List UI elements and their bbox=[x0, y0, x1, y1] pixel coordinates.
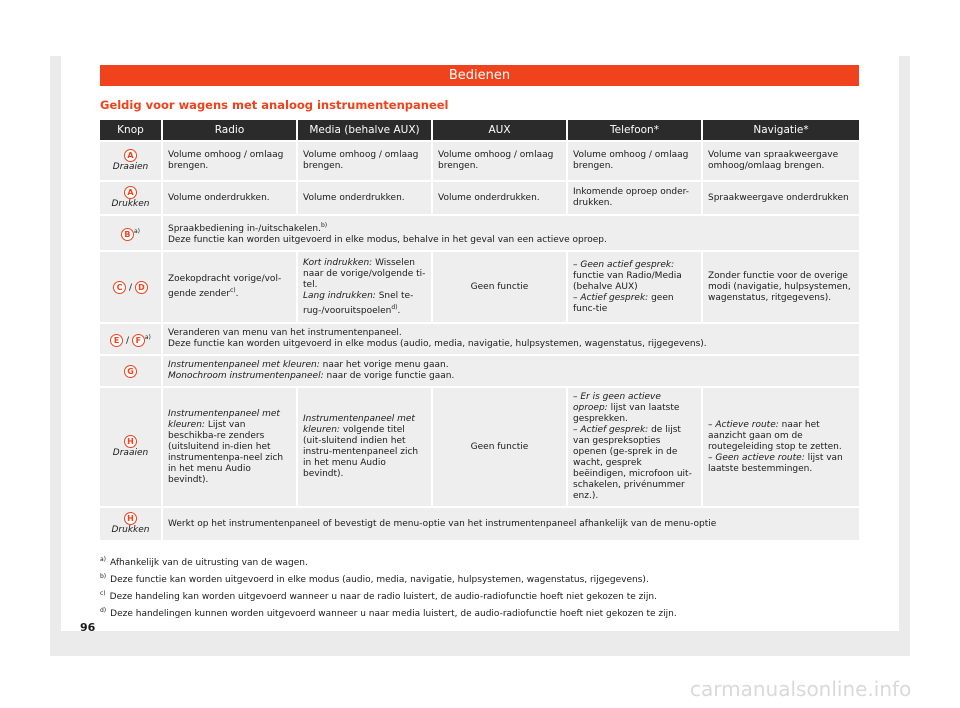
knop-cell bbox=[100, 508, 163, 540]
description-line: Deze functie kan worden uitgevoerd in elke modus (audio, media, navigatie, hulpsystemen, wagenstatus, rijgegevens). bbox=[168, 339, 707, 349]
navigatie-cell: Spraakweergave onderdrukken bbox=[703, 182, 859, 214]
cell-text: volgende titel (uit-sluitend indien het instru-mentenpaneel zich in het menu Audio bevindt). bbox=[303, 425, 419, 479]
column-header-telefoon: Telefoon* bbox=[568, 120, 703, 140]
cell-label: – Er is geen actieve oproep: bbox=[573, 392, 661, 413]
media-cell bbox=[298, 252, 433, 322]
aux-cell: Geen functie bbox=[433, 252, 568, 322]
table-row bbox=[100, 142, 859, 180]
action-label: Draaien bbox=[112, 162, 149, 172]
table-row bbox=[100, 252, 859, 322]
footnote-text: Deze handelingen kunnen worden uitgevoerd wanneer u naar media luistert, de audio-radiofunctie hoeft niet gekozen te zijn. bbox=[110, 609, 677, 619]
knop-cell bbox=[100, 356, 163, 386]
column-header-navigatie: Navigatie* bbox=[703, 120, 859, 140]
action-label: Drukken bbox=[111, 525, 150, 535]
column-header-knop: Knop bbox=[100, 120, 163, 140]
button-badge: A bbox=[124, 149, 137, 162]
separator: / bbox=[128, 282, 133, 293]
button-badge: F bbox=[132, 334, 145, 347]
cell-text: de lijst van gespreksopties openen (ge-sprek in de wacht, gesprek beëindigen, microfoon uit-schakelen, privénummer enz.). bbox=[573, 425, 692, 501]
telefoon-cell: Inkomende oproep onder-drukken. bbox=[568, 182, 703, 214]
footnote-text: Deze functie kan worden uitgevoerd in elke modus (audio, media, navigatie, hulpsystemen, wagenstatus, rijgegevens). bbox=[110, 575, 649, 585]
footnote bbox=[100, 570, 860, 587]
cell-label: Lang indrukken: bbox=[303, 290, 376, 301]
navigatie-cell: Volume van spraakweergave omhoog/omlaag brengen. bbox=[703, 142, 859, 180]
cell-label: – Actief gesprek: bbox=[573, 425, 649, 435]
footnote bbox=[100, 587, 860, 604]
media-cell bbox=[298, 388, 433, 506]
cell-label: Monochroom instrumentenpaneel: bbox=[168, 371, 324, 381]
cell-label: Kort indrukken: bbox=[303, 257, 373, 268]
telefoon-cell: Volume omhoog / omlaag brengen. bbox=[568, 142, 703, 180]
footnote-mark: d) bbox=[391, 303, 398, 311]
separator: / bbox=[125, 335, 129, 346]
column-header-media: Media (behalve AUX) bbox=[298, 120, 433, 140]
cell-text: naar het aanzicht gaan om de routegeleiding stop te zetten. bbox=[708, 419, 842, 452]
radio-cell bbox=[163, 388, 298, 506]
watermark: carmanualsonline.info bbox=[690, 677, 912, 701]
cell-text: . bbox=[397, 305, 401, 316]
cell-text: naar het vorige menu gaan. bbox=[322, 360, 449, 370]
section-header: Bedienen bbox=[100, 65, 859, 86]
footnote bbox=[100, 553, 860, 570]
button-badge: C bbox=[113, 281, 126, 294]
page-number: 96 bbox=[80, 621, 96, 634]
button-badge: G bbox=[124, 365, 137, 378]
cell-label: Instrumentenpaneel met kleuren: bbox=[168, 408, 280, 430]
navigatie-cell bbox=[703, 388, 859, 506]
table-header-row bbox=[100, 120, 859, 140]
merged-cell bbox=[163, 324, 859, 354]
media-cell: Volume omhoog / omlaag brengen. bbox=[298, 142, 433, 180]
description-line: Deze functie kan worden uitgevoerd in elke modus, behalve in het geval van een actieve oproep. bbox=[168, 235, 607, 245]
description-line: Spraakbediening in-/uitschakelen. bbox=[168, 224, 321, 234]
cell-text: . bbox=[235, 289, 239, 299]
controls-table bbox=[100, 118, 859, 542]
footnote-mark: b) bbox=[320, 222, 328, 229]
knop-cell bbox=[100, 324, 163, 354]
cell-label: – Actief gesprek: bbox=[573, 292, 649, 303]
cell-text: Snel te-rug-/vooruitspoelen bbox=[303, 290, 414, 316]
button-badge: B bbox=[121, 228, 134, 241]
footnote-mark: a) bbox=[144, 333, 151, 341]
action-label: Draaien bbox=[112, 448, 149, 458]
footnote-text: Deze handeling kan worden uitgevoerd wanneer u naar de radio luistert, de audio-radiofunctie hoeft niet gekozen te zijn. bbox=[109, 592, 657, 602]
knop-cell bbox=[100, 142, 163, 180]
radio-cell: Volume onderdrukken. bbox=[163, 182, 298, 214]
description-line: Veranderen van menu van het instrumentenpaneel. bbox=[168, 328, 402, 338]
knop-cell bbox=[100, 182, 163, 214]
cell-text: Zoekopdracht vorige/vol-gende zender bbox=[168, 274, 282, 299]
aux-cell: Geen functie bbox=[433, 388, 568, 506]
cell-label: – Actieve route: bbox=[708, 419, 779, 430]
cell-text: Lijst van beschikba-re zenders (uitsluitend in-dien het instrumentenpa-neel zich in het menu Audio bevindt). bbox=[168, 419, 284, 485]
button-badge: A bbox=[124, 186, 137, 199]
cell-label: – Geen actieve route: bbox=[708, 452, 805, 463]
footnote-mark: b) bbox=[100, 573, 107, 580]
table-row bbox=[100, 356, 859, 386]
table-row bbox=[100, 324, 859, 354]
merged-cell bbox=[163, 216, 859, 250]
footnote bbox=[100, 604, 860, 621]
navigatie-cell: Zonder functie voor de overige modi (navigatie, hulpsystemen, wagenstatus, ritgegevens). bbox=[703, 252, 859, 322]
footnote-mark: c) bbox=[229, 287, 236, 294]
button-badge: H bbox=[124, 512, 137, 525]
media-cell: Volume onderdrukken. bbox=[298, 182, 433, 214]
cell-text: Wisselen naar de vorige/volgende ti-tel. bbox=[303, 257, 426, 290]
radio-cell bbox=[163, 252, 298, 322]
cell-text: functie van Radio/Media (behalve AUX) bbox=[573, 270, 682, 292]
knop-cell bbox=[100, 388, 163, 506]
cell-label: Instrumentenpaneel met kleuren: bbox=[168, 360, 320, 370]
knop-cell bbox=[100, 252, 163, 322]
cell-label: – Geen actief gesprek: bbox=[573, 259, 675, 270]
merged-cell: Werkt op het instrumentenpaneel of bevestigt de menu-optie van het instrumentenpaneel afhankelijk van de menu-optie bbox=[163, 508, 859, 540]
table-row bbox=[100, 182, 859, 214]
footnote-mark: a) bbox=[100, 556, 107, 563]
radio-cell: Volume omhoog / omlaag brengen. bbox=[163, 142, 298, 180]
aux-cell: Volume omhoog / omlaag brengen. bbox=[433, 142, 568, 180]
cell-text: lijst van laatste bestemmingen. bbox=[708, 452, 843, 474]
cell-text: lijst van laatste gesprekken. bbox=[573, 403, 680, 424]
button-badge: E bbox=[110, 334, 123, 347]
knop-cell bbox=[100, 216, 163, 250]
footnotes bbox=[100, 553, 860, 621]
footnote-mark: a) bbox=[133, 227, 141, 235]
table-row bbox=[100, 216, 859, 250]
cell-label: Instrumentenpaneel met kleuren: bbox=[303, 414, 415, 435]
cell-text: naar de vorige functie gaan. bbox=[326, 371, 455, 381]
validity-subtitle: Geldig voor wagens met analoog instrumentenpaneel bbox=[100, 98, 449, 112]
footnote-mark: c) bbox=[100, 590, 106, 597]
table-row bbox=[100, 388, 859, 506]
button-badge: D bbox=[135, 281, 148, 294]
button-badge: H bbox=[124, 435, 137, 448]
action-label: Drukken bbox=[111, 199, 150, 209]
cell-text: geen func-tie bbox=[573, 292, 674, 314]
telefoon-cell bbox=[568, 252, 703, 322]
column-header-aux: AUX bbox=[433, 120, 568, 140]
column-header-radio: Radio bbox=[163, 120, 298, 140]
footnote-mark: d) bbox=[100, 607, 107, 614]
aux-cell: Volume onderdrukken. bbox=[433, 182, 568, 214]
table-row bbox=[100, 508, 859, 540]
telefoon-cell bbox=[568, 388, 703, 506]
footnote-text: Afhankelijk van de uitrusting van de wagen. bbox=[110, 558, 308, 568]
merged-cell bbox=[163, 356, 859, 386]
